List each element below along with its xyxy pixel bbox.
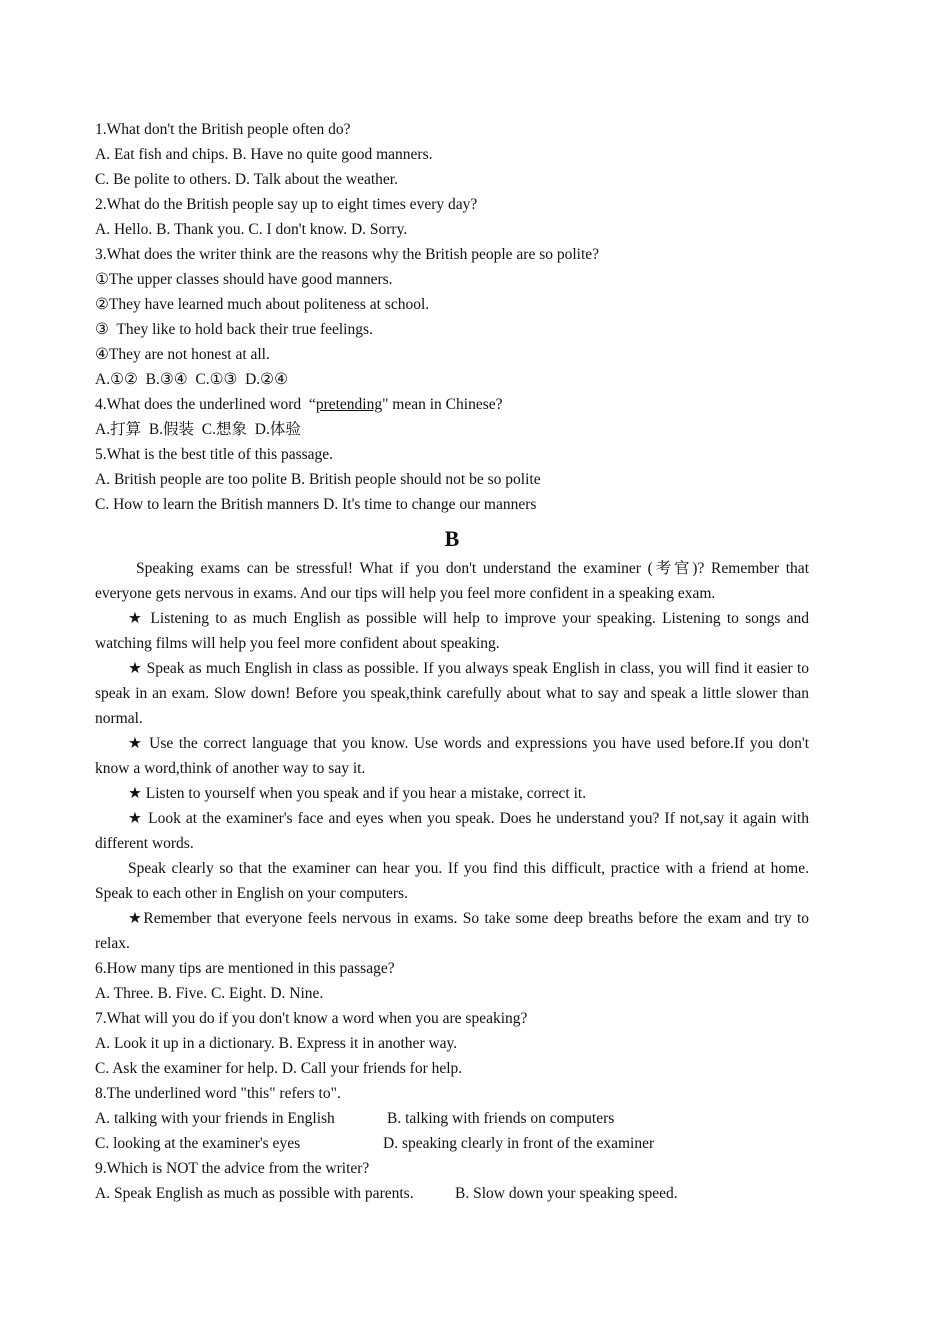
tip-1: ★ Listening to as much English as possible will help to improve your speaking. Listening to songs and watching films will help you feel more confident about speaking. — [95, 610, 809, 652]
passage-intro: Speaking exams can be stressful! What if you don't understand the examiner (考官)? Remember that everyone gets nervous in exams. And our tips will help you feel more confident in a speaking exam. — [95, 560, 809, 602]
question-3-options: A.①② B.③④ C.①③ D.②④ — [95, 371, 288, 388]
section-b-title: B — [444, 526, 460, 551]
question-4-stem — [95, 392, 809, 417]
question-1-stem: 1.What don't the British people often do? — [95, 121, 351, 138]
question-4-stem-before: 4.What does the underlined word “ — [95, 396, 316, 413]
tip-6: Speak clearly so that the examiner can hear you. If you find this difficult, practice with a friend at home. Speak to each other in English on your computers. — [95, 860, 809, 902]
question-7-options-ab: A. Look it up in a dictionary. B. Express it in another way. — [95, 1035, 458, 1052]
question-1-options-cd: C. Be polite to others. D. Talk about the weather. — [95, 171, 398, 188]
question-9-options-ab — [95, 1181, 809, 1206]
question-1-options-ab: A. Eat fish and chips. B. Have no quite good manners. — [95, 146, 433, 163]
question-7-stem: 7.What will you do if you don't know a word when you are speaking? — [95, 1010, 528, 1027]
document-page — [95, 117, 809, 1206]
question-3-item-4: ④They are not honest at all. — [95, 346, 270, 363]
question-5-options-ab: A. British people are too polite B. British people should not be so polite — [95, 471, 541, 488]
question-3-item-2: ②They have learned much about politeness at school. — [95, 296, 430, 313]
question-8-options-cd — [95, 1131, 809, 1156]
underlined-word: pretending — [315, 396, 383, 413]
question-5-stem: 5.What is the best title of this passage. — [95, 446, 334, 463]
question-3-item-1: ①The upper classes should have good manners. — [95, 271, 393, 288]
question-9-option-a: A. Speak English as much as possible with parents. — [95, 1185, 414, 1202]
question-6-options: A. Three. B. Five. C. Eight. D. Nine. — [95, 985, 324, 1002]
question-7-options-cd: C. Ask the examiner for help. D. Call your friends for help. — [95, 1060, 463, 1077]
question-8-options-ab — [95, 1106, 809, 1131]
question-8-stem: 8.The underlined word "this" refers to". — [95, 1085, 341, 1102]
question-8-option-d: D. speaking clearly in front of the examiner — [383, 1135, 655, 1152]
question-2-options: A. Hello. B. Thank you. C. I don't know. D. Sorry. — [95, 221, 408, 238]
question-9-stem: 9.Which is NOT the advice from the writer? — [95, 1160, 370, 1177]
question-4-stem-after: " mean in Chinese? — [382, 396, 503, 413]
question-9-option-b: B. Slow down your speaking speed. — [455, 1185, 678, 1202]
tip-3: ★ Use the correct language that you know. Use words and expressions you have used before.If you don't know a word,think of another way to say it. — [95, 735, 809, 777]
question-3-item-3: ③ They like to hold back their true feelings. — [95, 321, 373, 338]
question-8-option-a: A. talking with your friends in English — [95, 1110, 335, 1127]
question-8-option-b: B. talking with friends on computers — [387, 1110, 615, 1127]
question-2-stem: 2.What do the British people say up to eight times every day? — [95, 196, 478, 213]
question-3-stem: 3.What does the writer think are the reasons why the British people are so polite? — [95, 246, 600, 263]
tip-4: ★ Listen to yourself when you speak and if you hear a mistake, correct it. — [128, 785, 587, 802]
question-5-options-cd: C. How to learn the British manners D. It's time to change our manners — [95, 496, 537, 513]
tip-5: ★ Look at the examiner's face and eyes when you speak. Does he understand you? If not,say it again with different words. — [95, 810, 809, 852]
tip-2: ★ Speak as much English in class as possible. If you always speak English in class, you will find it easier to speak in an exam. Slow down! Before you speak,think carefully about what to say and speak a little slower than normal. — [95, 660, 809, 727]
question-8-option-c: C. looking at the examiner's eyes — [95, 1135, 301, 1152]
question-6-stem: 6.How many tips are mentioned in this passage? — [95, 960, 395, 977]
tip-7: ★Remember that everyone feels nervous in exams. So take some deep breaths before the exam and try to relax. — [95, 910, 809, 952]
question-4-options: A.打算 B.假装 C.想象 D.体验 — [95, 421, 301, 438]
